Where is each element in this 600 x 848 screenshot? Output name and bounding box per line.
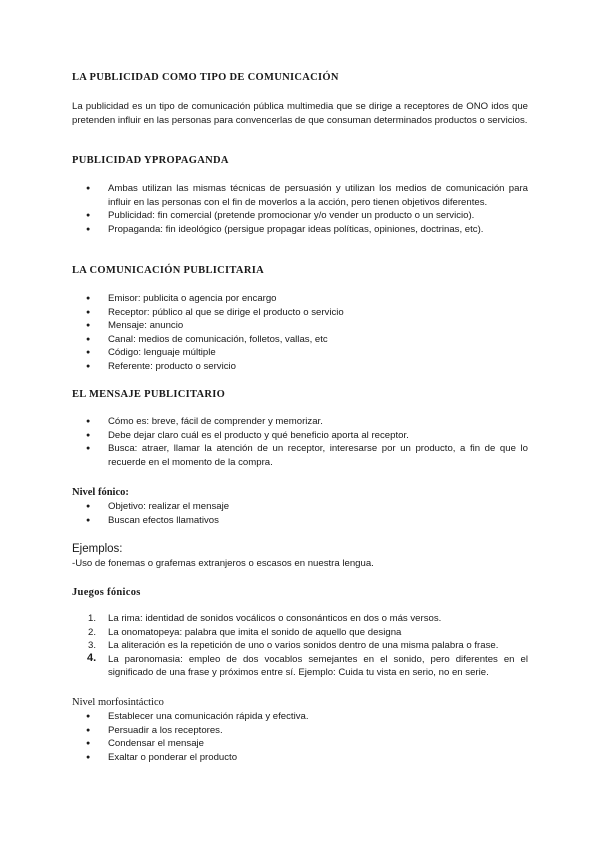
list-item: ● Cómo es: breve, fácil de comprender y memorizar. <box>72 415 528 429</box>
list-number: 2. <box>88 626 97 638</box>
list-item: ● Establecer una comunicación rápida y efectiva. <box>72 710 528 724</box>
list-item: ● Condensar el mensaje <box>72 737 528 751</box>
list-item <box>72 626 528 640</box>
nivel-morfosintactico-label: Nivel morfosintáctico <box>72 697 164 708</box>
list-item: ● Referente: producto o servicio <box>72 360 528 374</box>
juegos-fonicos-list <box>72 612 528 680</box>
list-item: ● Persuadir a los receptores. <box>72 724 528 738</box>
list-item-text: La rima: identidad de sonidos vocálicos o consonánticos en dos o más versos. <box>108 613 442 624</box>
list-item: ● Propaganda: fin ideológico (persigue propagar ideas políticas, opiniones, doctrinas, etc). <box>72 223 528 237</box>
list-item: ● Emisor: publicita o agencia por encargo <box>72 292 528 306</box>
list-number: 3. <box>88 640 97 651</box>
publicidad-propaganda-list <box>72 182 528 236</box>
nivel-fonico-label: Nivel fónico: <box>72 487 129 498</box>
intro-paragraph: La publicidad es un tipo de comunicación pública multimedia que se dirige a receptores de ONO idos que pretenden influir en las personas para convencerlas de que consuman determinados productos o servicios. <box>72 101 528 126</box>
ejemplos-text: -Uso de fonemas o grafemas extranjeros o escasos en nuestra lengua. <box>72 558 374 569</box>
list-item-text: La onomatopeya: palabra que imita el sonido de aquello que designa <box>108 626 402 638</box>
list-item-text: La aliteración es la repetición de uno o varios sonidos dentro de una misma palabra o frase. <box>108 640 499 651</box>
list-item <box>72 639 528 653</box>
comunicacion-publicitaria-list <box>72 292 528 373</box>
section-heading-mensaje-publicitario: EL MENSAJE PUBLICITARIO <box>72 389 226 400</box>
list-item: ● Publicidad: fin comercial (pretende promocionar y/o vender un producto o un servicio). <box>72 209 528 223</box>
juegos-fonicos-heading: Juegos fónicos <box>72 587 141 598</box>
list-item: ● Código: lenguaje múltiple <box>72 346 528 360</box>
mensaje-publicitario-list <box>72 415 528 469</box>
section-heading-comunicacion-publicitaria: LA COMUNICACIÓN PUBLICITARIA <box>72 265 264 276</box>
list-item: ● Objetivo: realizar el mensaje <box>72 500 528 514</box>
list-item: ● Exaltar o ponderar el producto <box>72 751 528 765</box>
list-item: ● Mensaje: anuncio <box>72 319 528 333</box>
list-item: ● Canal: medios de comunicación, folletos, vallas, etc <box>72 333 528 347</box>
list-item: ● Debe dejar claro cuál es el producto y qué beneficio aporta al receptor. <box>72 429 528 443</box>
nivel-fonico-list <box>72 500 528 527</box>
section-heading-publicidad-propaganda: PUBLICIDAD YPROPAGANDA <box>72 155 229 166</box>
list-item: ● Receptor: público al que se dirige el producto o servicio <box>72 306 528 320</box>
list-number: 1. <box>88 613 97 624</box>
list-item <box>72 653 528 680</box>
list-item: ● Buscan efectos llamativos <box>72 514 528 528</box>
list-item: ● Busca: atraer, llamar la atención de un receptor, interesarse por un producto, a fin de que lo recuerde en el momento de la compra. <box>72 442 528 469</box>
list-number: 4. <box>87 651 97 664</box>
nivel-morfosintactico-list <box>72 710 528 764</box>
list-item: ● Ambas utilizan las mismas técnicas de persuasión y utilizan los medios de comunicación para influir en las personas con el fin de moverlos a la acción, pero tienen objetivos diferentes. <box>72 182 528 209</box>
ejemplos-label: Ejemplos: <box>72 543 123 555</box>
list-item <box>72 612 528 626</box>
document-title: LA PUBLICIDAD COMO TIPO DE COMUNICACIÓN <box>72 72 339 83</box>
list-item-text: La paronomasia: empleo de dos vocablos semejantes en el sonido, pero diferentes en el significado de una frase y próximos entre sí. Ejemplo: Cuida tu vista en serio, no en serie. <box>108 653 528 678</box>
